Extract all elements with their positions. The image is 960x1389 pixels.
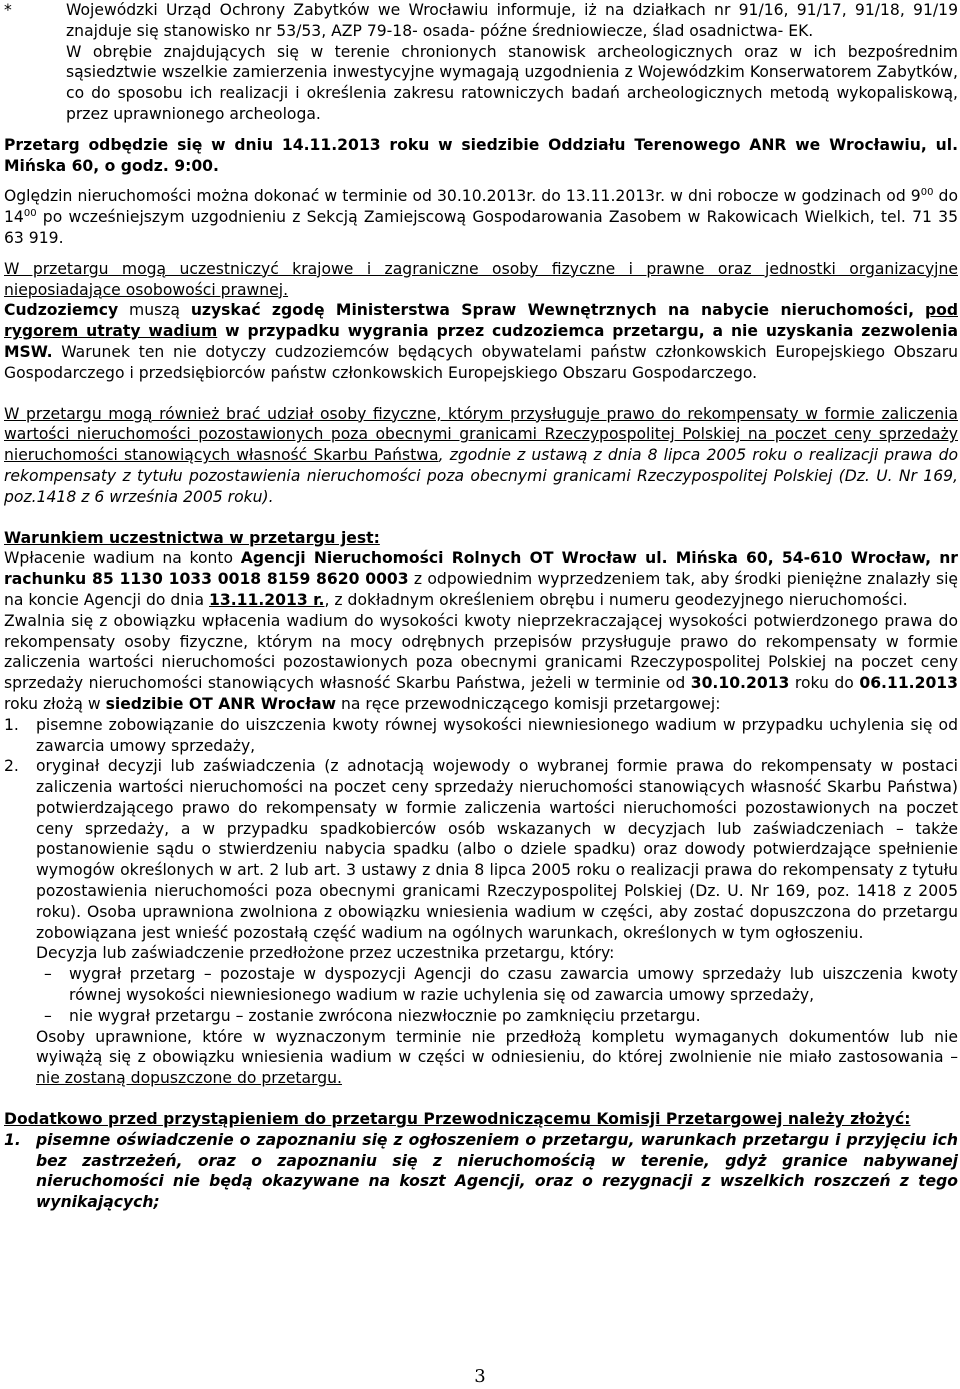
- exempt-g: na ręce przewodniczącego komisji przetargowej:: [336, 694, 721, 713]
- dash-marker: –: [44, 1006, 52, 1025]
- compensation-b: , zgodnie z ustawą z dnia 8 lipca 2005 roku o realizacji prawa do rekompensaty z tytułu pozostawienia nieruchomości poza obecnymi granicami Rzeczypospolitej Polskiej (Dz. U. Nr 169, poz.1418 z 6 września 2005 roku).: [4, 446, 959, 506]
- dash-item: [4, 1006, 958, 1027]
- list-item-text: oryginał decyzji lub zaświadczenia (z adnotacją wojewody o wybranej formie prawa do rekompensaty w postaci zaliczenia wartości nieruchomości na poczet ceny sprzedaży nieruchomości stanowiących własność Skarbu Państwa) potwierdzającego prawo do rekompensaty w formie zaliczenia wartości nieruchomości pozostawionych na poczet ceny sprzedaży, a w przypadku spadkobierców osób wskazanych w decyzjach lub zaświadczeniach – także postanowienie sądu o stwierdzeniu nabycia spadku (albo o dziele spadku) oraz dowody potwierdzające spełnienie wymogów określonych w art. 2 lub art. 3 ustawy z dnia 8 lipca 2005 roku o realizacji prawa do rekompensaty z tytułu pozostawienia nieruchomości poza obecnymi granicami Rzeczypospolitej Polskiej (Dz. U. Nr 169, poz. 1418 z 2005 roku). Osoba uprawniona zwolniona z obowiązku wniesienia wadium w części, aby zostać dopuszczona do przetargu zobowiązana jest wnieść pozostałą część wadium na ogólnych warunkach, określonych w tym ogłoszeniu.: [36, 757, 958, 942]
- deposit-paragraph: [4, 548, 958, 610]
- list-item: [4, 1130, 958, 1213]
- inspection-text-c: po wcześniejszym uzgodnieniu z Sekcją Zamiejscową Gospodarowania Zasobem w Rakowicach Wielkich, tel. 71 35 63 919.: [4, 208, 958, 247]
- list-number: 2.: [4, 757, 19, 776]
- additional-list: [4, 1130, 958, 1213]
- heritage-notice: [4, 0, 958, 125]
- inspection-sup-2: 00: [23, 207, 37, 219]
- exempt-e: roku złożą w: [4, 694, 106, 713]
- compensation-paragraph: [4, 404, 958, 508]
- requirements-list: [4, 715, 958, 1089]
- exempt-f: siedzibie OT ANR Wrocław: [105, 694, 337, 713]
- exempt-paragraph: [4, 611, 958, 715]
- inspection-sup-1: 00: [920, 187, 934, 199]
- compensation-a: W przetargu mogą również brać udział osoby fizyczne, którym przysługuje prawo do rekompensaty w formie zaliczenia wartości nieruchomości pozostawionych poza obecnymi granicami Rzeczypospolitej Polskiej na poczet ceny sprzedaży nieruchomości stanowiących własność Skarbu Państwa: [4, 404, 958, 465]
- exempt-c: roku do: [789, 674, 860, 693]
- deposit-b: Agencji Nieruchomości Rolnych OT Wrocław ul. Mińska 60, 54-610 Wrocław, nr rachunku 85 1130 1033 0018 8159 8620 0003: [4, 549, 958, 589]
- foreigners-b: muszą: [118, 301, 191, 320]
- dash-list: [4, 964, 958, 1026]
- decision-paragraph: Decyzja lub zaświadczenie przedłożone przez uczestnika przetargu, który:: [36, 944, 615, 963]
- heritage-paragraph-2: W obrębie znajdujących się w terenie chronionych stanowisk archeologicznych oraz w ich bezpośrednim sąsiedztwie wszelkie zamierzenia inwestycyjne wymagają uzgodnienia z Wojewódzkim Konserwatorem Zabytków, co do sposobu ich realizacji i określenia zakresu ratowniczych badań archeologicznych metodą wykopaliskową, przez uprawnionego archeologa.: [66, 42, 958, 123]
- heritage-paragraph-1: Wojewódzki Urząd Ochrony Zabytków we Wrocławiu informuje, iż na działkach nr 91/16, 91/17, 91/18, 91/19 znajduje się stanowisko nr 53/53, AZP 79-18- osada- późne średniowiecze, ślad osadnictwa- EK.: [66, 1, 958, 40]
- inspection-text-b: do 14: [4, 187, 958, 227]
- footnote-star: *: [4, 1, 12, 19]
- participants-paragraph: W przetargu mogą uczestniczyć krajowe i zagraniczne osoby fizyczne i prawne oraz jednostki organizacyjne nieposiadające osobowości prawnej.: [4, 259, 958, 299]
- auction-date-paragraph: Przetarg odbędzie się w dniu 14.11.2013 roku w siedzibie Oddziału Terenowego ANR we Wrocławiu, ul. Mińska 60, o godz. 9:00.: [4, 135, 958, 175]
- foreigners-paragraph: [4, 300, 958, 383]
- foreigners-d: [914, 301, 925, 319]
- exempt-b: 30.10.2013: [690, 674, 790, 693]
- dash-marker: –: [44, 965, 52, 984]
- list-number: 1.: [4, 1130, 21, 1149]
- inspection-paragraph: [4, 186, 958, 248]
- page-number: 3: [474, 1366, 486, 1387]
- deposit-a: Wpłacenie wadium na konto: [4, 549, 241, 568]
- dash-item: [4, 964, 958, 1006]
- list-item: [4, 715, 958, 757]
- inspection-text-a: Oględzin nieruchomości można dokonać w terminie od 30.10.2013r. do 13.11.2013r. w dni robocze w godzinach od 9: [4, 187, 921, 206]
- deposit-c: z odpowiednim wyprzedzeniem tak, aby środki pieniężne znalazły się na koncie Agencji do dnia: [4, 570, 958, 609]
- entitled-paragraph: [36, 1027, 958, 1089]
- exempt-a: Zwalnia się z obowiązku wpłacenia wadium do wysokości kwoty nieprzekraczającej wysokości potwierdzonego prawa do rekompensaty osoby fizyczne, którym na mocy odrębnych przepisów przysługuje prawo do rekompensaty w formie zaliczenia wartości nieruchomości pozostawionych poza obecnymi granicami Rzeczypospolitej Polskiej na poczet ceny sprzedaży nieruchomości stanowiących własność Skarbu Państwa, jeżeli w terminie od: [4, 611, 958, 693]
- list-item-text: pisemne zobowiązanie do uiszczenia kwoty równej wysokości niewniesionego wadium w przypadku uchylenia się od zawarcia umowy sprzedaży,: [36, 715, 958, 755]
- entitled-a: Osoby uprawnione, które w wyznaczonym terminie nie przedłożą kompletu wymaganych dokumentów lub nie wyiwążą się z obowiązku wniesienia wadium w części w odniesieniu, do której zwolnienie nie miało zastosowania –: [36, 1027, 958, 1067]
- list-item-text: pisemne oświadczenie o zapoznaniu się z ogłoszeniem o przetargu, warunkach przetargu i przyjęciu ich bez zastrzeżeń, oraz o zapoznaniu się z nieruchomością w terenie, gdyż granice nabywanej nieruchomości nie będą okazywane na koszt Agencji, oraz o rezygnacji z wszelkich roszczeń z tego wynikających;: [36, 1130, 958, 1212]
- entitled-b: nie zostaną dopuszczone do przetargu.: [36, 1069, 342, 1088]
- additional-heading: Dodatkowo przed przystąpieniem do przetargu Przewodniczącemu Komisji Przetargowej należy złożyć:: [4, 1110, 911, 1129]
- dash-item-text: nie wygrał przetargu – zostanie zwrócona niezwłocznie po zamknięciu przetargu.: [69, 1006, 701, 1025]
- deposit-d: 13.11.2013 r.: [209, 590, 325, 609]
- deposit-e: , z dokładnym określeniem obrębu i numeru geodezyjnego nieruchomości.: [324, 590, 908, 609]
- exempt-d: 06.11.2013: [859, 674, 958, 693]
- list-item: [4, 756, 958, 1089]
- dash-item-text: wygrał przetarg – pozostaje w dyspozycji Agencji do czasu zawarcia umowy sprzedaży lub uiszczenia kwoty równej wysokości niewniesionego wadium w razie uchylenia się od zawarcia umowy sprzedaży,: [69, 965, 958, 1005]
- foreigners-e: pod rygorem utraty wadium: [4, 301, 958, 341]
- foreigners-a: Cudzoziemcy: [4, 301, 119, 320]
- document-page: [4, 0, 958, 1213]
- foreigners-f: w przypadku wygrania przez cudzoziemca przetargu, a nie uzyskania zezwolenia MSW.: [4, 322, 959, 361]
- foreigners-c: uzyskać zgodę Ministerstwa Spraw Wewnętrznych na nabycie nieruchomości,: [190, 301, 915, 320]
- list-number: 1.: [4, 715, 19, 734]
- conditions-heading: Warunkiem uczestnictwa w przetargu jest:: [4, 528, 380, 547]
- foreigners-g: Warunek ten nie dotyczy cudzoziemców będących obywatelami państw członkowskich Europejskiego Obszaru Gospodarczego i przedsiębiorców państw członkowskich Europejskiego Obszaru Gospodarczego.: [4, 342, 958, 382]
